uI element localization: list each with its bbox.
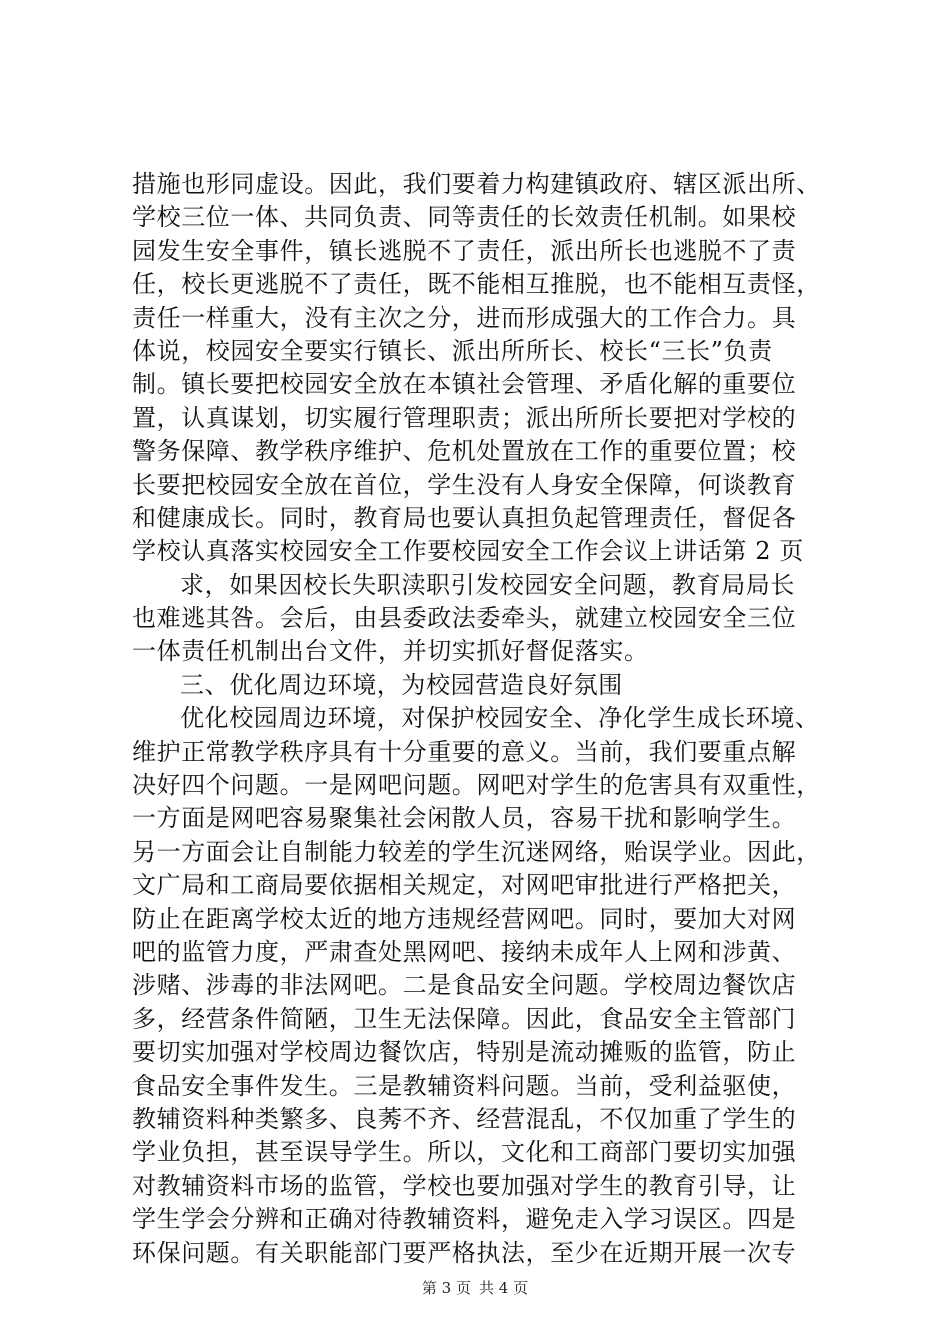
text-line: 求，如果因校长失职渎职引发校园安全问题，教育局局长 bbox=[180, 570, 795, 599]
text-line: 防止在距离学校太近的地方违规经营网吧。同时，要加大对网 bbox=[132, 904, 797, 933]
section-heading: 三、优化周边环境，为校园营造良好氛围 bbox=[180, 670, 623, 699]
text-line: 园发生安全事件，镇长逃脱不了责任，派出所长也逃脱不了责 bbox=[132, 236, 797, 265]
text-line: 决好四个问题。一是网吧问题。网吧对学生的危害具有双重性， bbox=[132, 771, 821, 800]
text-line: 制。镇长要把校园安全放在本镇社会管理、矛盾化解的重要位 bbox=[132, 370, 797, 399]
text-line: 学生学会分辨和正确对待教辅资料，避免走入学习误区。四是 bbox=[132, 1205, 797, 1234]
text-line: 优化校园周边环境，对保护校园安全、净化学生成长环境、 bbox=[180, 704, 820, 733]
page-number: 第 3 页 bbox=[421, 1279, 471, 1297]
text-line: 食品安全事件发生。三是教辅资料问题。当前，受利益驱使， bbox=[132, 1071, 797, 1100]
text-line: 一体责任机制出台文件，并切实抓好督促落实。 bbox=[132, 637, 649, 666]
text-line: 体说，校园安全要实行镇长、派出所所长、校长“三长”负责 bbox=[132, 336, 773, 365]
text-line: 另一方面会让自制能力较差的学生沉迷网络，贻误学业。因此， bbox=[132, 837, 821, 866]
document-body bbox=[132, 168, 832, 1270]
text-line: 和健康成长。同时，教育局也要认真担负起管理责任，督促各 bbox=[132, 503, 797, 532]
text-line: 对教辅资料市场的监管，学校也要加强对学生的教育引导，让 bbox=[132, 1171, 797, 1200]
text-line: 警务保障、教学秩序维护、危机处置放在工作的重要位置；校 bbox=[132, 437, 797, 466]
text-line: 措施也形同虚设。因此，我们要着力构建镇政府、辖区派出所、 bbox=[132, 170, 821, 198]
text-line: 教辅资料种类繁多、良莠不齐、经营混乱，不仅加重了学生的 bbox=[132, 1104, 797, 1133]
text-line: 环保问题。有关职能部门要严格执法，至少在近期开展一次专 bbox=[132, 1238, 797, 1267]
text-line: 责任一样重大，没有主次之分，进而形成强大的工作合力。具 bbox=[132, 303, 797, 332]
text-line: 任，校长更逃脱不了责任，既不能相互推脱，也不能相互责怪， bbox=[132, 270, 821, 299]
text-line: 要切实加强对学校周边餐饮店，特别是流动摊贩的监管，防止 bbox=[132, 1038, 797, 1067]
text-line: 置，认真谋划，切实履行管理职责；派出所所长要把对学校的 bbox=[132, 403, 797, 432]
text-line: 文广局和工商局要依据相关规定，对网吧审批进行严格把关， bbox=[132, 871, 797, 900]
text-line: 吧的监管力度，严肃查处黑网吧、接纳未成年人上网和涉黄、 bbox=[132, 937, 797, 966]
text-line: 长要把校园安全放在首位，学生没有人身安全保障，何谈教育 bbox=[132, 470, 797, 499]
page-total: 共 4 页 bbox=[479, 1279, 529, 1297]
text-line: 多，经营条件简陋，卫生无法保障。因此，食品安全主管部门 bbox=[132, 1004, 797, 1033]
text-line: 涉赌、涉毒的非法网吧。二是食品安全问题。学校周边餐饮店 bbox=[132, 971, 797, 1000]
text-line: 也难逃其咎。会后，由县委政法委牵头，就建立校园安全三位 bbox=[132, 604, 797, 633]
page-footer bbox=[0, 1278, 950, 1298]
text-line: 一方面是网吧容易聚集社会闲散人员，容易干扰和影响学生。 bbox=[132, 804, 797, 833]
text-line: 学校三位一体、共同负责、同等责任的长效责任机制。如果校 bbox=[132, 203, 797, 232]
text-line: 学业负担，甚至误导学生。所以，文化和工商部门要切实加强 bbox=[132, 1138, 797, 1167]
text-line: 学校认真落实校园安全工作要校园安全工作会议上讲话第 2 页 bbox=[132, 537, 804, 566]
text-line: 维护正常教学秩序具有十分重要的意义。当前，我们要重点解 bbox=[132, 737, 797, 766]
